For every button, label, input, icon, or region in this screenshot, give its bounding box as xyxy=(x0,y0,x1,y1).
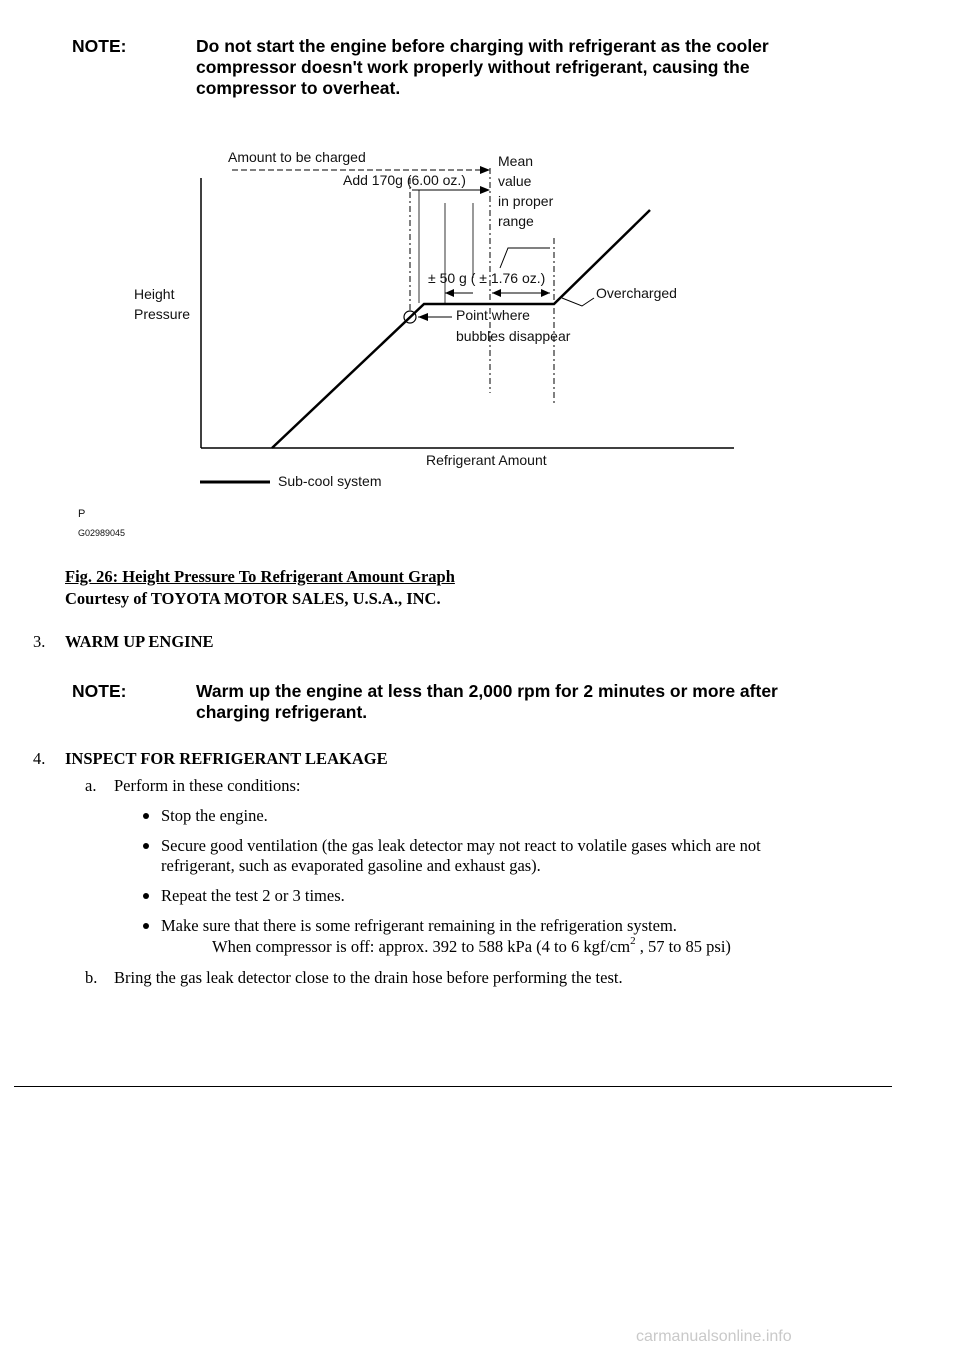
spec-text: , 57 to 85 psi) xyxy=(635,937,731,956)
overcharged-pointer xyxy=(562,298,594,306)
bullet-icon xyxy=(143,923,149,929)
figure-caption: Fig. 26: Height Pressure To Refrigerant Amount Graph xyxy=(65,567,455,586)
bullet-icon xyxy=(143,813,149,819)
step-title: INSPECT FOR REFRIGERANT LEAKAGE xyxy=(65,749,388,768)
pressure-diagram xyxy=(72,138,772,548)
substep-letter: a. xyxy=(85,776,97,795)
list-item-text: Stop the engine. xyxy=(161,806,268,825)
arrow-head xyxy=(480,166,490,174)
list-item xyxy=(142,886,882,906)
arrow-head xyxy=(445,289,454,297)
note-text xyxy=(196,36,886,99)
list-item xyxy=(142,836,882,876)
point-label-line: bubbles disappear xyxy=(456,328,571,344)
arrow-head xyxy=(541,289,550,297)
list-item xyxy=(142,916,882,936)
spec-superscript: 2 xyxy=(630,934,636,947)
y-axis-label-line: Height xyxy=(134,286,175,302)
y-axis-label-line: Pressure xyxy=(134,306,191,322)
corner-letter: P xyxy=(78,508,86,520)
pressure-spec xyxy=(212,934,731,957)
arrow-head xyxy=(480,186,490,194)
mean-pointer xyxy=(500,248,550,268)
watermark: carmanualsonline.info xyxy=(636,1328,792,1345)
note-line: compressor doesn't work properly without refrigerant, causing the xyxy=(196,57,750,77)
legend-label: Sub-cool system xyxy=(278,473,382,489)
bullet-icon xyxy=(143,843,149,849)
arrow-head xyxy=(492,289,501,297)
mean-label-line: in proper xyxy=(498,193,554,209)
figure-code: G02989045 xyxy=(78,528,126,538)
note-line: Do not start the engine before charging with refrigerant as the cooler xyxy=(196,36,769,56)
add-label: Add 170g (6.00 oz.) xyxy=(343,172,466,188)
mean-label-line: range xyxy=(498,213,534,229)
bullet-icon xyxy=(143,893,149,899)
mean-label-line: value xyxy=(498,173,532,189)
divider xyxy=(14,1086,892,1087)
mean-label-line: Mean xyxy=(498,153,534,169)
note-label: NOTE: xyxy=(72,36,127,56)
spec-text: When compressor is off: approx. 392 to 588 kPa (4 to 6 kgf/cm xyxy=(212,937,631,956)
amount-label: Amount to be charged xyxy=(228,149,366,165)
substep-text: Perform in these conditions: xyxy=(114,776,301,795)
conditions-list xyxy=(142,806,882,946)
point-label-line: Point where xyxy=(456,307,530,323)
step-title: WARM UP ENGINE xyxy=(65,632,214,651)
step-number: 4. xyxy=(33,749,46,768)
note-label: NOTE: xyxy=(72,681,127,701)
x-axis-label: Refrigerant Amount xyxy=(426,452,547,468)
list-item-text: Secure good ventilation (the gas leak detector may not react to volatile gases which are not xyxy=(161,836,761,855)
arrow-head xyxy=(418,313,428,321)
figure-courtesy: Courtesy of TOYOTA MOTOR SALES, U.S.A., INC. xyxy=(65,589,441,608)
substep-letter: b. xyxy=(85,968,98,987)
note-line: compressor to overheat. xyxy=(196,78,401,98)
overcharged-label: Overcharged xyxy=(596,285,677,301)
list-item xyxy=(142,806,882,826)
tolerance-label: ± 50 g ( ± 1.76 oz.) xyxy=(428,270,546,286)
note-line: charging refrigerant. xyxy=(196,702,368,722)
step-number: 3. xyxy=(33,632,46,651)
list-item-text: Make sure that there is some refrigerant remaining in the refrigeration system. xyxy=(161,916,677,935)
list-item-text: refrigerant, such as evaporated gasoline and exhaust gas). xyxy=(161,856,541,875)
note-text xyxy=(196,681,886,723)
substep-text: Bring the gas leak detector close to the drain hose before performing the test. xyxy=(114,968,623,987)
note-line: Warm up the engine at less than 2,000 rpm for 2 minutes or more after xyxy=(196,681,778,701)
diagram-graphic xyxy=(72,138,772,548)
list-item-text: Repeat the test 2 or 3 times. xyxy=(161,886,345,905)
